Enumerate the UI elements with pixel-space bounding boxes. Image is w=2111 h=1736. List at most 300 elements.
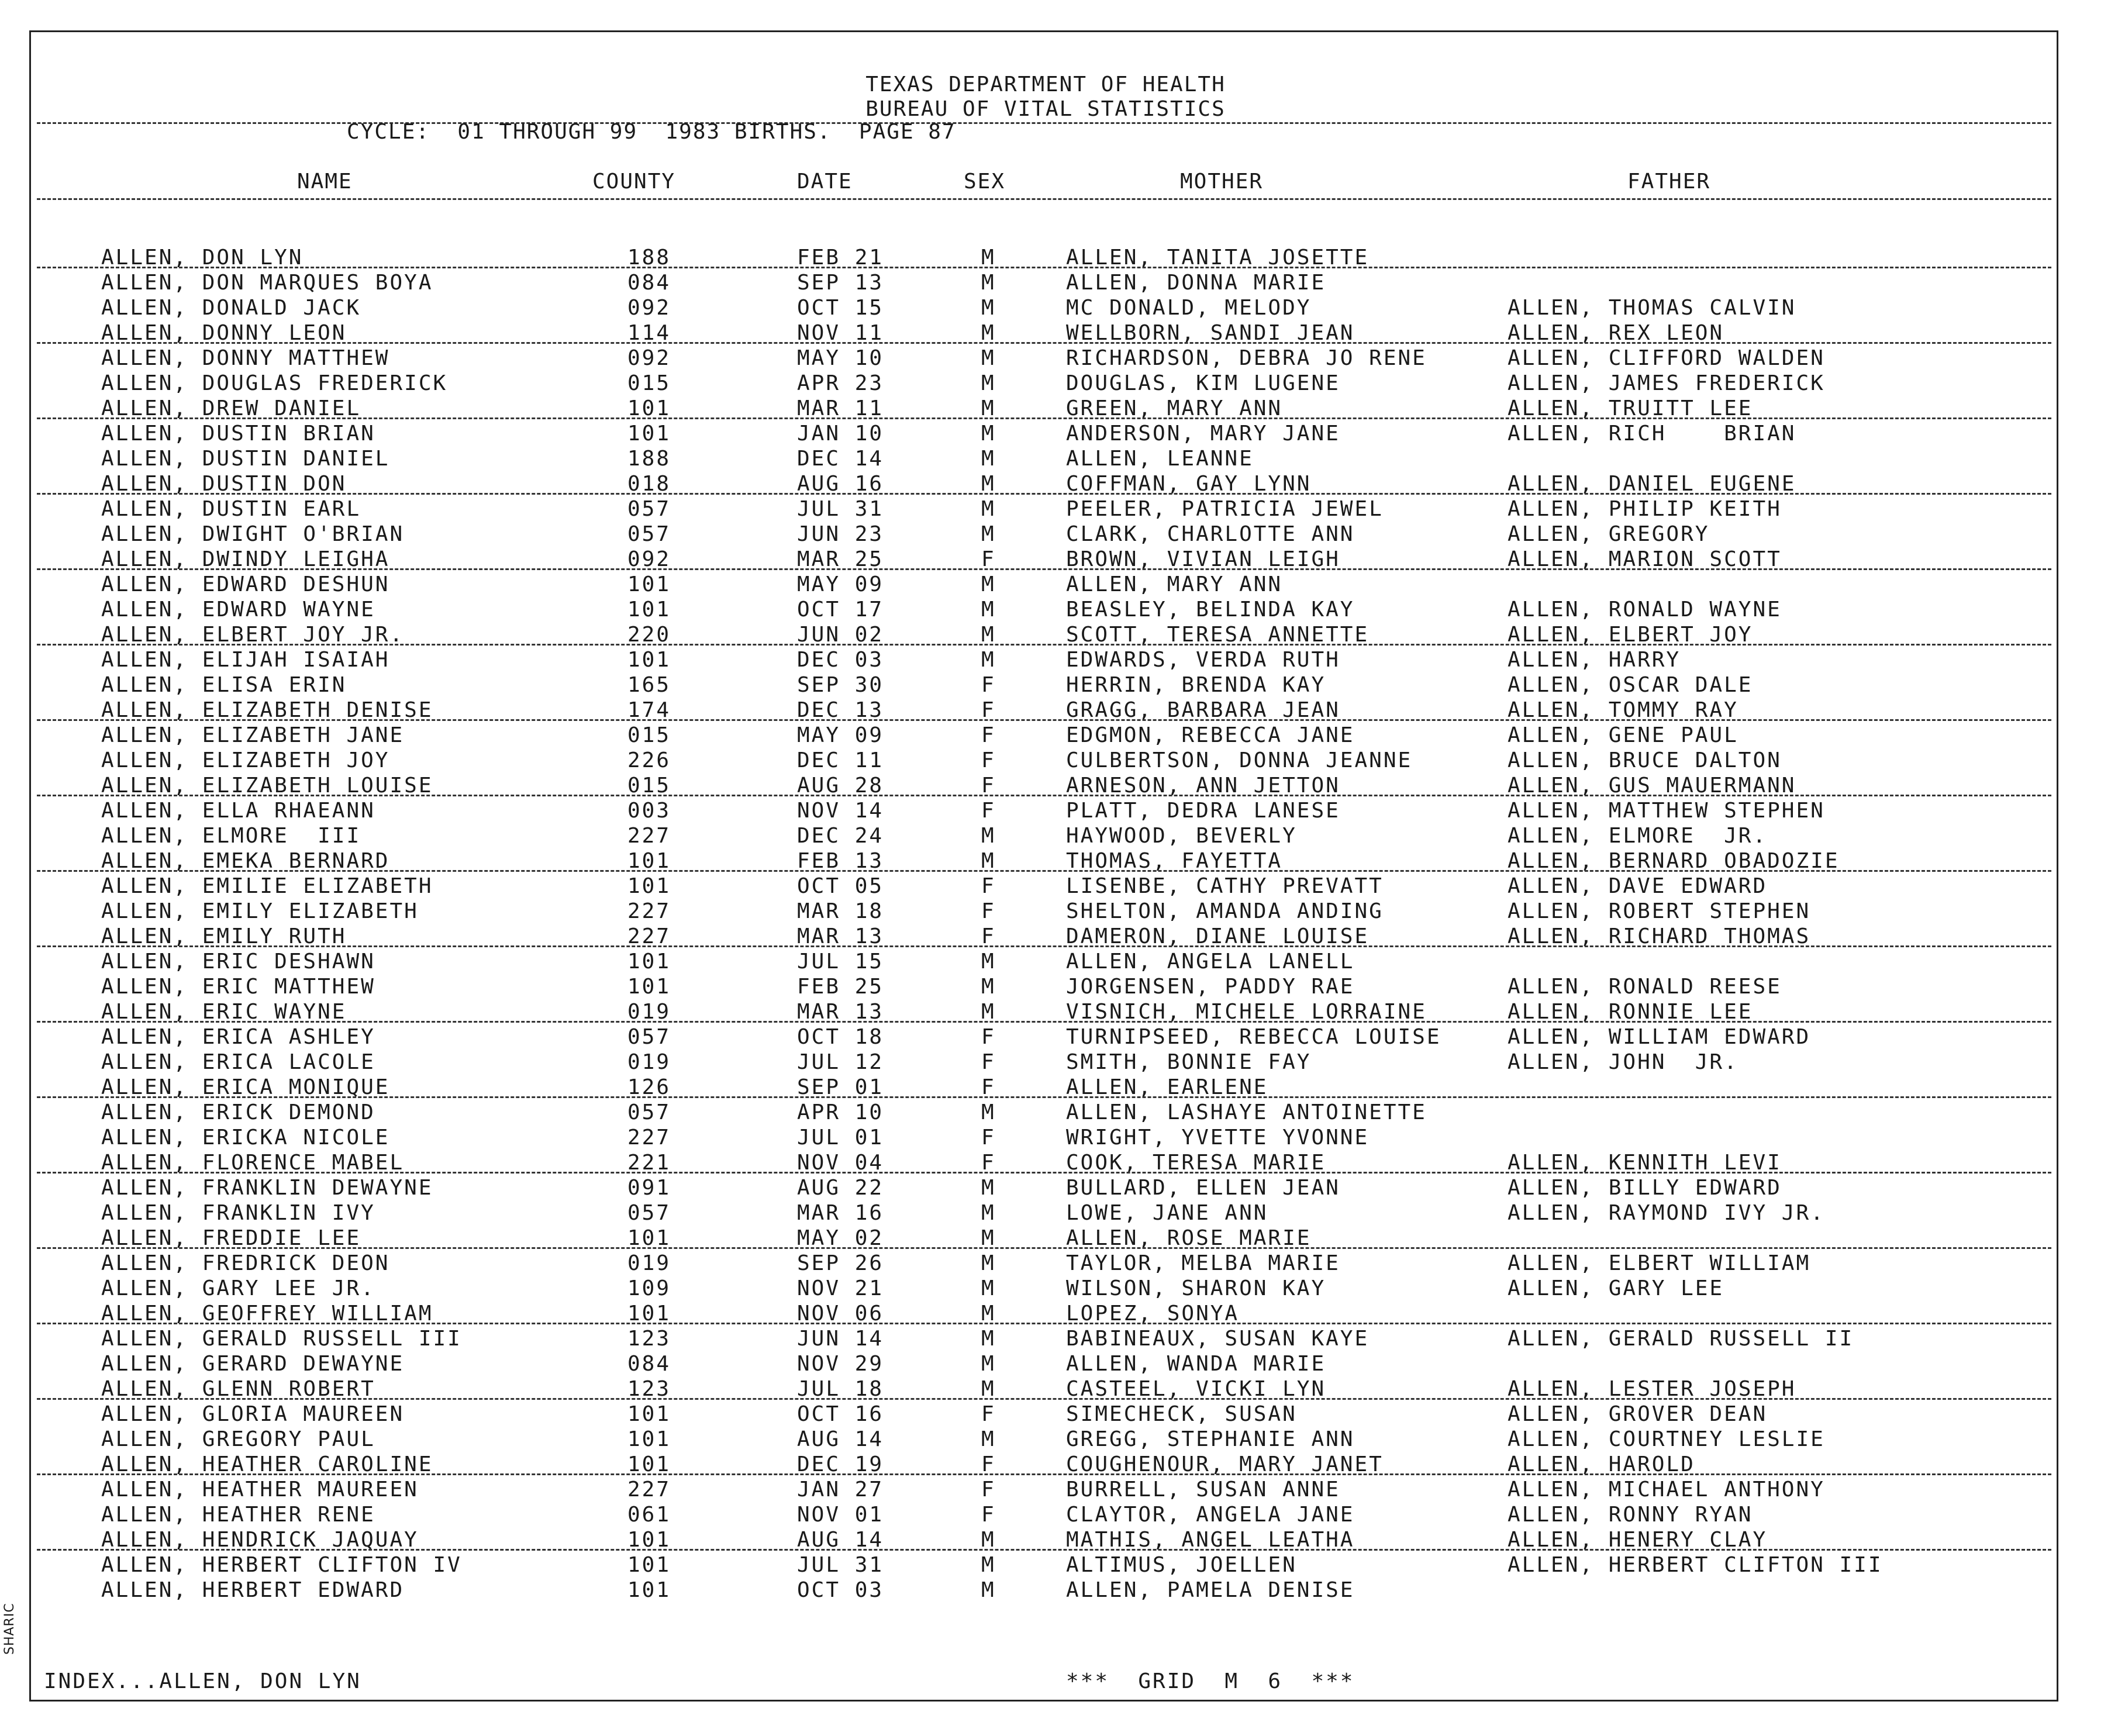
cell-date: FEB 13 — [797, 849, 884, 873]
cell-mother: CLAYTOR, ANGELA JANE — [1066, 1503, 1355, 1527]
cell-date: SEP 13 — [797, 271, 884, 295]
cell-county: 101 — [627, 1553, 671, 1577]
cell-sex: M — [981, 1201, 996, 1225]
cell-father: ALLEN, THOMAS CALVIN — [1508, 296, 1796, 320]
cell-sex: M — [981, 321, 996, 345]
cell-mother: EDGMON, REBECCA JANE — [1066, 723, 1355, 747]
cell-sex: M — [981, 824, 996, 848]
cell-sex: F — [981, 1025, 996, 1049]
bureau-title: BUREAU OF VITAL STATISTICS — [865, 97, 1226, 121]
cell-name: ALLEN, DREW DANIEL — [101, 396, 361, 420]
cell-date: JAN 27 — [797, 1478, 884, 1502]
table-row — [31, 1452, 2060, 1477]
cell-father: ALLEN, ROBERT STEPHEN — [1508, 899, 1811, 923]
table-row — [31, 522, 2060, 547]
cell-county: 101 — [627, 572, 671, 596]
cell-county: 220 — [627, 623, 671, 647]
cell-date: DEC 19 — [797, 1452, 884, 1476]
cell-father: ALLEN, HERBERT CLIFTON III — [1508, 1553, 1883, 1577]
cell-date: AUG 16 — [797, 472, 884, 496]
table-row — [31, 1024, 2060, 1050]
cell-father: ALLEN, ELBERT WILLIAM — [1508, 1251, 1811, 1275]
cell-sex: M — [981, 1276, 996, 1300]
cell-name: ALLEN, DUSTIN DON — [101, 472, 347, 496]
cell-sex: M — [981, 1427, 996, 1451]
table-row — [31, 1050, 2060, 1075]
table-row — [31, 396, 2060, 421]
table-row — [31, 1351, 2060, 1376]
cell-date: MAY 09 — [797, 723, 884, 747]
cell-county: 101 — [627, 1578, 671, 1602]
cell-sex: F — [981, 1478, 996, 1502]
cell-sex: M — [981, 1251, 996, 1275]
cell-date: MAY 02 — [797, 1226, 884, 1250]
cell-sex: F — [981, 723, 996, 747]
cell-county: 126 — [627, 1075, 671, 1099]
cell-mother: ALLEN, LEANNE — [1066, 447, 1254, 471]
cell-mother: DOUGLAS, KIM LUGENE — [1066, 371, 1340, 395]
cell-mother: SIMECHECK, SUSAN — [1066, 1402, 1297, 1426]
cell-mother: BROWN, VIVIAN LEIGH — [1066, 547, 1340, 571]
cell-county: 226 — [627, 748, 671, 772]
cell-county: 227 — [627, 1126, 671, 1150]
cell-date: DEC 03 — [797, 648, 884, 672]
cell-county: 227 — [627, 899, 671, 923]
table-row — [31, 1578, 2060, 1603]
cell-county: 061 — [627, 1503, 671, 1527]
cell-father: ALLEN, ELBERT JOY — [1508, 623, 1753, 647]
cell-sex: F — [981, 1126, 996, 1150]
cell-mother: EDWARDS, VERDA RUTH — [1066, 648, 1340, 672]
cell-county: 188 — [627, 447, 671, 471]
table-row — [31, 597, 2060, 622]
cell-mother: PLATT, DEDRA LANESE — [1066, 799, 1340, 823]
cell-name: ALLEN, GLORIA MAUREEN — [101, 1402, 405, 1426]
cell-sex: F — [981, 1050, 996, 1074]
cell-county: 057 — [627, 522, 671, 546]
cell-name: ALLEN, ERIC MATTHEW — [101, 975, 375, 999]
cell-name: ALLEN, HEATHER MAUREEN — [101, 1478, 419, 1502]
cell-county: 101 — [627, 975, 671, 999]
table-row — [31, 672, 2060, 698]
cell-county: 019 — [627, 1000, 671, 1024]
cell-father: ALLEN, GARY LEE — [1508, 1276, 1724, 1300]
cell-sex: M — [981, 1553, 996, 1577]
cell-county: 018 — [627, 472, 671, 496]
cell-father: ALLEN, DAVE EDWARD — [1508, 874, 1768, 898]
table-row — [31, 1477, 2060, 1502]
cell-name: ALLEN, DOUGLAS FREDERICK — [101, 371, 448, 395]
cell-name: ALLEN, ERIC WAYNE — [101, 1000, 347, 1024]
cell-date: JUL 15 — [797, 950, 884, 974]
cell-mother: HAYWOOD, BEVERLY — [1066, 824, 1297, 848]
cell-date: AUG 22 — [797, 1176, 884, 1200]
cell-name: ALLEN, ELLA RHAEANN — [101, 799, 375, 823]
cell-date: MAR 13 — [797, 924, 884, 948]
table-row — [31, 270, 2060, 295]
cell-date: NOV 06 — [797, 1302, 884, 1326]
cell-name: ALLEN, FRANKLIN IVY — [101, 1201, 375, 1225]
cell-father: ALLEN, HENERY CLAY — [1508, 1528, 1768, 1552]
cell-sex: M — [981, 1302, 996, 1326]
cell-father: ALLEN, DANIEL EUGENE — [1508, 472, 1796, 496]
cell-mother: CASTEEL, VICKI LYN — [1066, 1377, 1326, 1401]
header-divider — [37, 122, 2051, 124]
cell-county: 123 — [627, 1377, 671, 1401]
cell-date: JUL 12 — [797, 1050, 884, 1074]
table-row — [31, 823, 2060, 848]
cell-mother: GRAGG, BARBARA JEAN — [1066, 698, 1340, 722]
table-row — [31, 295, 2060, 320]
cell-county: 101 — [627, 598, 671, 622]
table-row — [31, 1175, 2060, 1200]
cell-sex: F — [981, 1402, 996, 1426]
cell-name: ALLEN, ERICKA NICOLE — [101, 1126, 390, 1150]
cell-father: ALLEN, JAMES FREDERICK — [1508, 371, 1825, 395]
cell-date: JUL 01 — [797, 1126, 884, 1150]
cell-mother: LISENBE, CATHY PREVATT — [1066, 874, 1384, 898]
cell-sex: F — [981, 799, 996, 823]
table-row — [31, 949, 2060, 974]
cell-father: ALLEN, RONNIE LEE — [1508, 1000, 1753, 1024]
cell-sex: M — [981, 572, 996, 596]
cell-name: ALLEN, ELIZABETH LOUISE — [101, 774, 433, 798]
cell-date: DEC 14 — [797, 447, 884, 471]
cell-sex: M — [981, 447, 996, 471]
cell-father: ALLEN, LESTER JOSEPH — [1508, 1377, 1796, 1401]
cell-date: FEB 21 — [797, 246, 884, 270]
cell-mother: MATHIS, ANGEL LEATHA — [1066, 1528, 1355, 1552]
cell-father: ALLEN, OSCAR DALE — [1508, 673, 1753, 697]
cell-county: 227 — [627, 824, 671, 848]
cell-date: NOV 01 — [797, 1503, 884, 1527]
cell-name: ALLEN, HEATHER RENE — [101, 1503, 375, 1527]
table-row — [31, 1226, 2060, 1251]
cell-date: JUN 14 — [797, 1327, 884, 1351]
cell-father: ALLEN, RONALD REESE — [1508, 975, 1782, 999]
cell-mother: ANDERSON, MARY JANE — [1066, 422, 1340, 446]
table-row — [31, 572, 2060, 597]
cell-date: OCT 16 — [797, 1402, 884, 1426]
cell-sex: M — [981, 1226, 996, 1250]
cell-county: 101 — [627, 874, 671, 898]
side-label: SHARIC — [2, 1603, 17, 1655]
cell-name: ALLEN, EMILY ELIZABETH — [101, 899, 419, 923]
table-row — [31, 1251, 2060, 1276]
cell-county: 057 — [627, 497, 671, 521]
cell-name: ALLEN, ELIZABETH JANE — [101, 723, 405, 747]
cell-mother: ALTIMUS, JOELLEN — [1066, 1553, 1297, 1577]
cell-date: MAY 10 — [797, 346, 884, 370]
cell-name: ALLEN, EMILIE ELIZABETH — [101, 874, 433, 898]
cell-sex: M — [981, 1176, 996, 1200]
cell-sex: M — [981, 346, 996, 370]
cell-sex: M — [981, 1352, 996, 1376]
table-row — [31, 346, 2060, 371]
cell-county: 019 — [627, 1050, 671, 1074]
cell-father: ALLEN, RAYMOND IVY JR. — [1508, 1201, 1825, 1225]
cell-name: ALLEN, GLENN ROBERT — [101, 1377, 375, 1401]
cell-mother: ALLEN, EARLENE — [1066, 1075, 1268, 1099]
cell-mother: JORGENSEN, PADDY RAE — [1066, 975, 1355, 999]
table-row — [31, 1427, 2060, 1452]
cell-father: ALLEN, COURTNEY LESLIE — [1508, 1427, 1825, 1451]
cell-sex: F — [981, 547, 996, 571]
cell-county: 188 — [627, 246, 671, 270]
cell-name: ALLEN, HENDRICK JAQUAY — [101, 1528, 419, 1552]
cell-sex: M — [981, 296, 996, 320]
cell-county: 101 — [627, 648, 671, 672]
cell-date: OCT 15 — [797, 296, 884, 320]
column-header-mother: MOTHER — [1180, 170, 1264, 194]
cell-county: 101 — [627, 1528, 671, 1552]
cell-date: MAR 18 — [797, 899, 884, 923]
cell-father: ALLEN, TOMMY RAY — [1508, 698, 1739, 722]
cell-name: ALLEN, DONNY MATTHEW — [101, 346, 390, 370]
cell-name: ALLEN, DON LYN — [101, 246, 303, 270]
cell-mother: WILSON, SHARON KAY — [1066, 1276, 1326, 1300]
cell-sex: M — [981, 950, 996, 974]
cell-mother: WELLBORN, SANDI JEAN — [1066, 321, 1355, 345]
cell-father: ALLEN, RONNY RYAN — [1508, 1503, 1753, 1527]
cell-sex: F — [981, 1151, 996, 1175]
cell-date: AUG 14 — [797, 1427, 884, 1451]
cell-sex: M — [981, 472, 996, 496]
cell-mother: PEELER, PATRICIA JEWEL — [1066, 497, 1384, 521]
cell-father: ALLEN, HARRY — [1508, 648, 1681, 672]
cell-name: ALLEN, DONALD JACK — [101, 296, 361, 320]
cell-mother: CLARK, CHARLOTTE ANN — [1066, 522, 1355, 546]
cell-county: 109 — [627, 1276, 671, 1300]
cell-father: ALLEN, TRUITT LEE — [1508, 396, 1753, 420]
cell-sex: M — [981, 1578, 996, 1602]
cell-name: ALLEN, GERARD DEWAYNE — [101, 1352, 405, 1376]
cell-sex: M — [981, 522, 996, 546]
cell-name: ALLEN, FREDRICK DEON — [101, 1251, 390, 1275]
cell-name: ALLEN, DUSTIN EARL — [101, 497, 361, 521]
cell-mother: BEASLEY, BELINDA KAY — [1066, 598, 1355, 622]
cell-name: ALLEN, HEATHER CAROLINE — [101, 1452, 433, 1476]
cell-mother: ALLEN, PAMELA DENISE — [1066, 1578, 1355, 1602]
cell-county: 221 — [627, 1151, 671, 1175]
cell-mother: GREEN, MARY ANN — [1066, 396, 1283, 420]
cell-mother: TURNIPSEED, REBECCA LOUISE — [1066, 1025, 1441, 1049]
cell-sex: F — [981, 899, 996, 923]
cell-name: ALLEN, DWIGHT O'BRIAN — [101, 522, 405, 546]
cell-father: ALLEN, GUS MAUERMANN — [1508, 774, 1796, 798]
cell-name: ALLEN, HERBERT CLIFTON IV — [101, 1553, 462, 1577]
cell-sex: F — [981, 1503, 996, 1527]
table-row — [31, 1276, 2060, 1301]
table-row — [31, 723, 2060, 748]
cell-date: DEC 11 — [797, 748, 884, 772]
cell-date: MAR 11 — [797, 396, 884, 420]
cell-mother: SMITH, BONNIE FAY — [1066, 1050, 1312, 1074]
cell-county: 114 — [627, 321, 671, 345]
column-header-county: COUNTY — [592, 170, 676, 194]
cell-mother: WRIGHT, YVETTE YVONNE — [1066, 1126, 1370, 1150]
cell-date: MAR 16 — [797, 1201, 884, 1225]
cell-county: 019 — [627, 1251, 671, 1275]
cell-county: 227 — [627, 1478, 671, 1502]
cell-date: MAR 25 — [797, 547, 884, 571]
table-row — [31, 1376, 2060, 1402]
column-header-date: DATE — [797, 170, 853, 194]
table-row — [31, 320, 2060, 346]
cell-county: 101 — [627, 396, 671, 420]
cell-name: ALLEN, ELMORE III — [101, 824, 361, 848]
cell-date: APR 10 — [797, 1100, 884, 1124]
cell-sex: M — [981, 1528, 996, 1552]
cell-sex: M — [981, 271, 996, 295]
cell-county: 015 — [627, 371, 671, 395]
cell-sex: M — [981, 396, 996, 420]
cell-county: 165 — [627, 673, 671, 697]
cell-county: 101 — [627, 950, 671, 974]
cell-sex: F — [981, 774, 996, 798]
cell-mother: BURRELL, SUSAN ANNE — [1066, 1478, 1340, 1502]
cell-mother: VISNICH, MICHELE LORRAINE — [1066, 1000, 1427, 1024]
cell-mother: ALLEN, DONNA MARIE — [1066, 271, 1326, 295]
cell-date: NOV 21 — [797, 1276, 884, 1300]
cell-name: ALLEN, ERICA LACOLE — [101, 1050, 375, 1074]
cell-date: JUN 23 — [797, 522, 884, 546]
cell-name: ALLEN, DONNY LEON — [101, 321, 347, 345]
document-frame — [29, 30, 2058, 1702]
table-row — [31, 1100, 2060, 1125]
cell-sex: F — [981, 748, 996, 772]
column-header-divider — [37, 198, 2051, 200]
cell-father: ALLEN, KENNITH LEVI — [1508, 1151, 1782, 1175]
cell-date: OCT 17 — [797, 598, 884, 622]
cell-date: OCT 18 — [797, 1025, 884, 1049]
cell-name: ALLEN, GERALD RUSSELL III — [101, 1327, 462, 1351]
cell-name: ALLEN, EMILY RUTH — [101, 924, 347, 948]
cell-county: 123 — [627, 1327, 671, 1351]
cell-mother: LOPEZ, SONYA — [1066, 1302, 1240, 1326]
cell-name: ALLEN, ERICK DEMOND — [101, 1100, 375, 1124]
table-row — [31, 496, 2060, 522]
cell-sex: F — [981, 698, 996, 722]
cell-father: ALLEN, MICHAEL ANTHONY — [1508, 1478, 1825, 1502]
cell-name: ALLEN, GEOFFREY WILLIAM — [101, 1302, 433, 1326]
table-row — [31, 899, 2060, 924]
cell-mother: DAMERON, DIANE LOUISE — [1066, 924, 1370, 948]
table-row — [31, 547, 2060, 572]
table-row — [31, 1527, 2060, 1552]
table-row — [31, 1075, 2060, 1100]
cell-name: ALLEN, HERBERT EDWARD — [101, 1578, 405, 1602]
cell-mother: BULLARD, ELLEN JEAN — [1066, 1176, 1340, 1200]
table-row — [31, 1326, 2060, 1351]
cell-name: ALLEN, ERICA MONIQUE — [101, 1075, 390, 1099]
cell-sex: M — [981, 246, 996, 270]
cell-mother: LOWE, JANE ANN — [1066, 1201, 1268, 1225]
cell-sex: M — [981, 849, 996, 873]
cell-name: ALLEN, ELBERT JOY JR. — [101, 623, 405, 647]
cell-date: DEC 24 — [797, 824, 884, 848]
table-row — [31, 371, 2060, 396]
cell-mother: HERRIN, BRENDA KAY — [1066, 673, 1326, 697]
cell-father: ALLEN, BILLY EDWARD — [1508, 1176, 1782, 1200]
cell-mother: COFFMAN, GAY LYNN — [1066, 472, 1312, 496]
table-row — [31, 1200, 2060, 1226]
table-row — [31, 245, 2060, 270]
cell-county: 101 — [627, 849, 671, 873]
cell-father: ALLEN, HAROLD — [1508, 1452, 1695, 1476]
cell-mother: ALLEN, ROSE MARIE — [1066, 1226, 1312, 1250]
cell-date: JUN 02 — [797, 623, 884, 647]
cell-date: FEB 25 — [797, 975, 884, 999]
cell-mother: ALLEN, MARY ANN — [1066, 572, 1283, 596]
cell-father: ALLEN, CLIFFORD WALDEN — [1508, 346, 1825, 370]
birth-records-table — [31, 245, 2060, 1603]
cell-county: 092 — [627, 547, 671, 571]
cell-date: NOV 29 — [797, 1352, 884, 1376]
cell-date: NOV 11 — [797, 321, 884, 345]
cell-sex: F — [981, 1452, 996, 1476]
cell-county: 057 — [627, 1100, 671, 1124]
cell-date: OCT 03 — [797, 1578, 884, 1602]
cell-father: ALLEN, REX LEON — [1508, 321, 1724, 345]
cell-county: 101 — [627, 422, 671, 446]
cell-date: JAN 10 — [797, 422, 884, 446]
cell-mother: TAYLOR, MELBA MARIE — [1066, 1251, 1340, 1275]
cell-name: ALLEN, ERICA ASHLEY — [101, 1025, 375, 1049]
cell-mother: ALLEN, TANITA JOSETTE — [1066, 246, 1370, 270]
table-row — [31, 647, 2060, 672]
cell-father: ALLEN, WILLIAM EDWARD — [1508, 1025, 1811, 1049]
cell-county: 015 — [627, 723, 671, 747]
cell-date: MAY 09 — [797, 572, 884, 596]
cell-mother: COUGHENOUR, MARY JANET — [1066, 1452, 1384, 1476]
cell-mother: RICHARDSON, DEBRA JO RENE — [1066, 346, 1427, 370]
cell-father: ALLEN, RICHARD THOMAS — [1508, 924, 1811, 948]
cell-name: ALLEN, EDWARD DESHUN — [101, 572, 390, 596]
cell-mother: MC DONALD, MELODY — [1066, 296, 1312, 320]
cell-father: ALLEN, PHILIP KEITH — [1508, 497, 1782, 521]
cell-date: NOV 04 — [797, 1151, 884, 1175]
cell-date: AUG 28 — [797, 774, 884, 798]
cell-mother: SHELTON, AMANDA ANDING — [1066, 899, 1384, 923]
cell-name: ALLEN, ELISA ERIN — [101, 673, 347, 697]
cell-date: JUL 31 — [797, 497, 884, 521]
table-row — [31, 471, 2060, 496]
cell-mother: BABINEAUX, SUSAN KAYE — [1066, 1327, 1370, 1351]
cell-sex: M — [981, 598, 996, 622]
cell-sex: M — [981, 1000, 996, 1024]
cell-county: 101 — [627, 1427, 671, 1451]
cell-father: ALLEN, ELMORE JR. — [1508, 824, 1768, 848]
cell-county: 057 — [627, 1201, 671, 1225]
table-row — [31, 974, 2060, 999]
cell-father: ALLEN, GROVER DEAN — [1508, 1402, 1768, 1426]
cell-father: ALLEN, MARION SCOTT — [1508, 547, 1782, 571]
cell-sex: F — [981, 673, 996, 697]
cell-county: 101 — [627, 1226, 671, 1250]
cell-name: ALLEN, DON MARQUES BOYA — [101, 271, 433, 295]
cell-name: ALLEN, EMEKA BERNARD — [101, 849, 390, 873]
table-row — [31, 1402, 2060, 1427]
cell-sex: M — [981, 1100, 996, 1124]
cell-county: 091 — [627, 1176, 671, 1200]
table-row — [31, 773, 2060, 798]
cell-name: ALLEN, ELIZABETH DENISE — [101, 698, 433, 722]
cell-county: 084 — [627, 271, 671, 295]
cell-date: JUL 18 — [797, 1377, 884, 1401]
cell-sex: M — [981, 497, 996, 521]
cell-name: ALLEN, FREDDIE LEE — [101, 1226, 361, 1250]
